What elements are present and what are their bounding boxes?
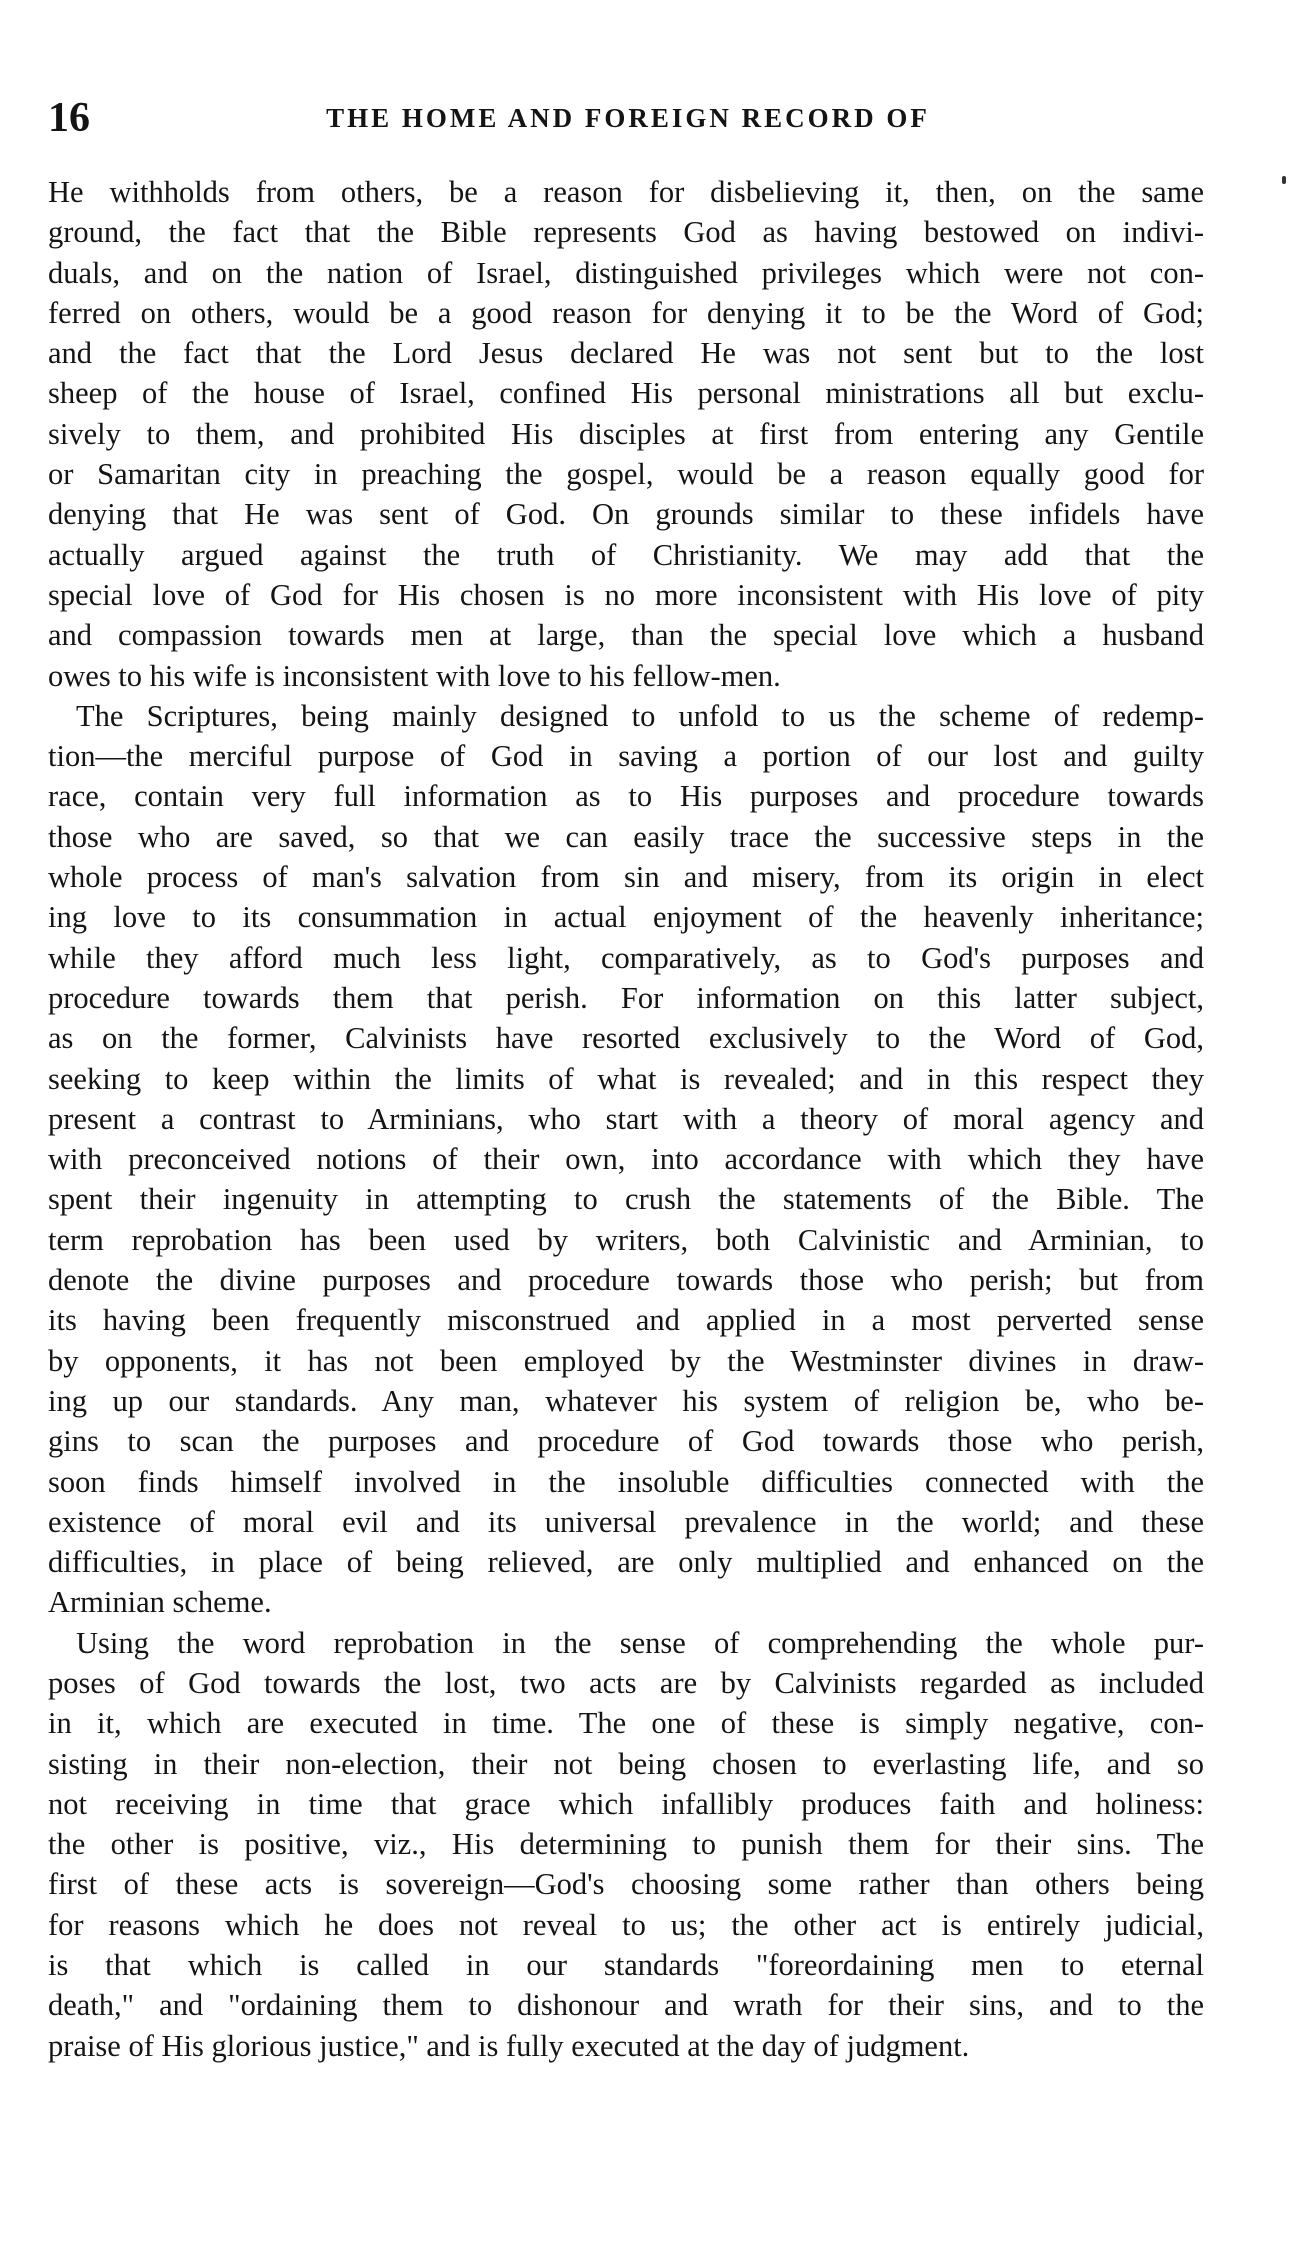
text-line: spent their ingenuity in attempting to crush the statements of the Bible. The [48, 1182, 1204, 1217]
text-line: and compassion towards men at large, than the special love which a husband [48, 618, 1204, 653]
text-line: ing up our standards. Any man, whatever his system of religion be, who be- [48, 1383, 1204, 1418]
text-line: Arminian scheme. [48, 1585, 272, 1620]
text-line: seeking to keep within the limits of what is revealed; and in this respect they [48, 1061, 1204, 1096]
text-line: with preconceived notions of their own, into accordance with which they have [48, 1142, 1204, 1177]
text-line: and the fact that the Lord Jesus declared He was not sent but to the lost [48, 336, 1204, 371]
text-line: soon finds himself involved in the insoluble difficulties connected with the [48, 1464, 1204, 1499]
text-line: not receiving in time that grace which infallibly produces faith and holiness: [48, 1786, 1204, 1821]
text-line: existence of moral evil and its universal prevalence in the world; and these [48, 1504, 1204, 1539]
text-line: sisting in their non-election, their not being chosen to everlasting life, and so [48, 1746, 1204, 1781]
text-line: denote the divine purposes and procedure towards those who perish; but from [48, 1263, 1204, 1298]
text-line: difficulties, in place of being relieved, are only multiplied and enhanced on the [48, 1545, 1204, 1580]
text-line: its having been frequently misconstrued and applied in a most perverted sense [48, 1303, 1204, 1338]
paragraph [48, 696, 1204, 1623]
text-line: while they afford much less light, comparatively, as to God's purposes and [48, 940, 1204, 975]
text-line: ferred on others, would be a good reason for denying it to be the Word of God; [48, 295, 1204, 330]
text-line: death," and "ordaining them to dishonour and wrath for their sins, and to the [48, 1988, 1204, 2023]
text-line: by opponents, it has not been employed by the Westminster divines in draw- [48, 1343, 1204, 1378]
page-number: 16 [48, 95, 90, 141]
text-line: ing love to its consummation in actual enjoyment of the heavenly inheritance; [48, 900, 1204, 935]
text-line: sheep of the house of Israel, confined His personal ministrations all but exclu- [48, 376, 1204, 411]
page-header [48, 88, 1208, 148]
text-line: the other is positive, viz., His determining to punish them for their sins. The [48, 1827, 1204, 1862]
text-line: denying that He was sent of God. On grounds similar to these infidels have [48, 497, 1204, 532]
text-line: is that which is called in our standards "foreordaining men to eternal [48, 1948, 1204, 1983]
paragraph [48, 1623, 1204, 2066]
text-line: in it, which are executed in time. The one of these is simply negative, con- [48, 1706, 1204, 1741]
text-line: ground, the fact that the Bible represents God as having bestowed on indivi- [48, 215, 1204, 250]
body-text [48, 172, 1204, 2066]
text-line: or Samaritan city in preaching the gospel, would be a reason equally good for [48, 457, 1204, 492]
text-line: present a contrast to Arminians, who start with a theory of moral agency and [48, 1101, 1204, 1136]
text-line: special love of God for His chosen is no more inconsistent with His love of pity [48, 577, 1204, 612]
text-line: The Scriptures, being mainly designed to unfold to us the scheme of redemp- [76, 698, 1204, 733]
text-line: He withholds from others, be a reason for disbelieving it, then, on the same [48, 175, 1204, 209]
text-line: procedure towards them that perish. For information on this latter subject, [48, 980, 1204, 1015]
text-line: for reasons which he does not reveal to us; the other act is entirely judicial, [48, 1907, 1204, 1942]
text-line: praise of His glorious justice," and is fully executed at the day of judgment. [48, 2028, 970, 2063]
text-line: tion—the merciful purpose of God in saving a portion of our lost and guilty [48, 739, 1204, 774]
text-line: those who are saved, so that we can easily trace the successive steps in the [48, 819, 1204, 854]
text-line: poses of God towards the lost, two acts are by Calvinists regarded as included [48, 1665, 1204, 1700]
text-line: race, contain very full information as to His purposes and procedure towards [48, 779, 1204, 814]
text-line: first of these acts is sovereign—God's choosing some rather than others being [48, 1867, 1204, 1902]
text-line: duals, and on the nation of Israel, distinguished privileges which were not con- [48, 255, 1204, 290]
running-head: THE HOME AND FOREIGN RECORD OF [326, 103, 930, 133]
text-line: term reprobation has been used by writers, both Calvinistic and Arminian, to [48, 1222, 1204, 1257]
text-line: sively to them, and prohibited His disciples at first from entering any Gentile [48, 416, 1204, 451]
text-line: owes to his wife is inconsistent with love to his fellow-men. [48, 658, 781, 693]
paragraph [48, 172, 1204, 696]
text-line: whole process of man's salvation from sin and misery, from its origin in elect [48, 860, 1204, 895]
text-line: as on the former, Calvinists have resorted exclusively to the Word of God, [48, 1021, 1204, 1056]
text-line: Using the word reprobation in the sense of comprehending the whole pur- [76, 1625, 1204, 1660]
text-line: gins to scan the purposes and procedure of God towards those who perish, [48, 1424, 1204, 1459]
text-line: actually argued against the truth of Christianity. We may add that the [48, 537, 1204, 572]
stray-ink-mark [1282, 176, 1286, 184]
